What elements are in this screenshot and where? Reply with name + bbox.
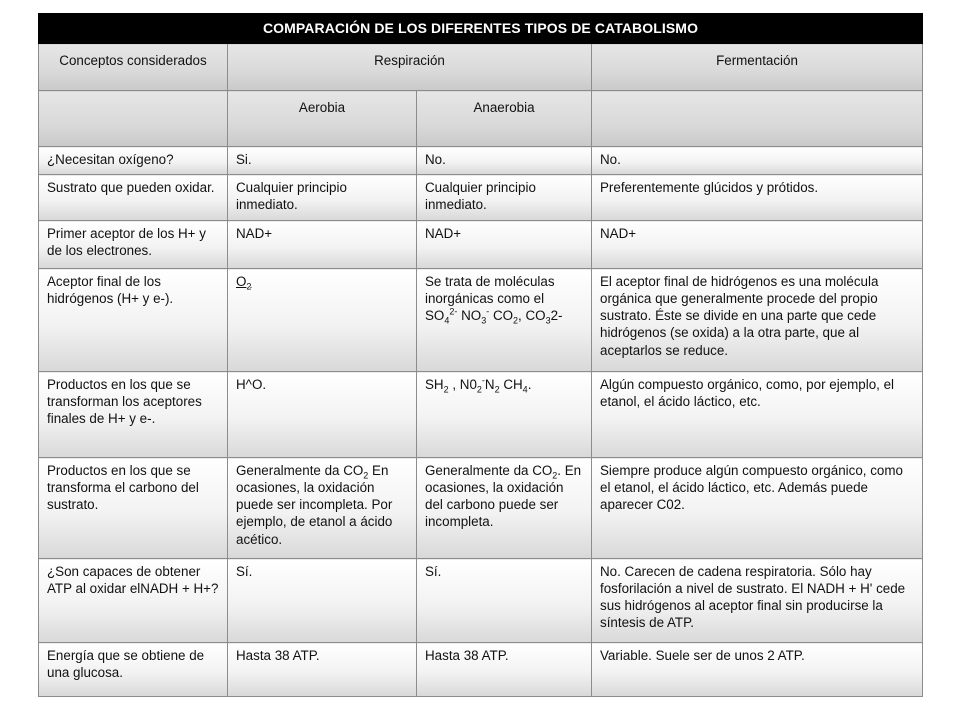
row-fermentacion: Siempre produce algún compuesto orgánico, como el etanol, el ácido láctico, etc. Además puede aparecer C02. [592,458,923,559]
row-aerobia: Hasta 38 ATP. [228,643,417,697]
row-aerobia: Cualquier principio inmediato. [228,175,417,221]
row-anaerobia: Hasta 38 ATP. [417,643,592,697]
header-row [39,44,923,91]
row-anaerobia: $SH_2$ , $N0_2^-N_2$ $CH_4$. [417,372,592,458]
row-fermentacion: No. [592,147,923,175]
row-concept: Productos en los que se transforman los aceptores finales de H+ y e-. [39,372,228,458]
row-fermentacion: Variable. Suele ser de unos 2 ATP. [592,643,923,697]
title-row [39,14,923,44]
row-anaerobia: NAD+ [417,221,592,269]
o2-formula: $O_2$ [236,274,252,292]
table-row [39,559,923,643]
row-aerobia: Sí. [228,559,417,643]
row-anaerobia: Sí. [417,559,592,643]
row-concept: Aceptor final de los hidrógenos (H+ y e-). [39,269,228,372]
row-fermentacion: No. Carecen de cadena respiratoria. Sólo hay fosforilación a nivel de sustrato. El NADH + H' cede sus hidrógenos al aceptor final sin producirse la síntesis de ATP. [592,559,923,643]
table-title: COMPARACIÓN DE LOS DIFERENTES TIPOS DE CATABOLISMO [39,14,923,44]
row-anaerobia: Cualquier principio inmediato. [417,175,592,221]
catabolism-comparison-table [38,13,923,697]
row-fermentacion: El aceptor final de hidrógenos es una molécula orgánica que generalmente procede del propio sustrato. Éste se divide en una parte que cede hidrógenos (se oxida) a la otra parte, que al aceptarlos se reduce. [592,269,923,372]
row-fermentacion: Algún compuesto orgánico, como, por ejemplo, el etanol, el ácido láctico, etc. [592,372,923,458]
subheader-row [39,91,923,147]
table-row [39,269,923,372]
table-row [39,175,923,221]
header-concepts: Conceptos considerados [39,44,228,91]
table-row [39,643,923,697]
row-aerobia: Si. [228,147,417,175]
table-row [39,372,923,458]
row-fermentacion: NAD+ [592,221,923,269]
row-fermentacion: Preferentemente glúcidos y prótidos. [592,175,923,221]
row-anaerobia: No. [417,147,592,175]
row-anaerobia: Se trata de moléculas inorgánicas como el $SO_4^{2-}$ $NO_3^-$ $CO_2$, $CO_32-$ [417,269,592,372]
row-concept: Primer aceptor de los H+ y de los electrones. [39,221,228,269]
subheader-aerobia: Aerobia [228,91,417,147]
subheader-empty-fermentacion [592,91,923,147]
row-concept: ¿Necesitan oxígeno? [39,147,228,175]
row-aerobia: H^O. [228,372,417,458]
row-aerobia: Generalmente da $CO_2$ En ocasiones, la oxidación puede ser incompleta. Por ejemplo, de etanol a ácido acético. [228,458,417,559]
row-concept: ¿Son capaces de obtener ATP al oxidar elNADH + H+? [39,559,228,643]
row-concept: Energía que se obtiene de una glucosa. [39,643,228,697]
subheader-empty [39,91,228,147]
row-concept: Sustrato que pueden oxidar. [39,175,228,221]
row-aerobia: NAD+ [228,221,417,269]
row-concept: Productos en los que se transforma el carbono del sustrato. [39,458,228,559]
table-row [39,147,923,175]
row-anaerobia: Generalmente da $CO_2$. En ocasiones, la oxidación del carbono puede ser incompleta. [417,458,592,559]
header-fermentacion: Fermentación [592,44,923,91]
header-respiracion: Respiración [228,44,592,91]
subheader-anaerobia: Anaerobia [417,91,592,147]
row-aerobia [228,269,417,372]
table-row [39,221,923,269]
table-row [39,458,923,559]
